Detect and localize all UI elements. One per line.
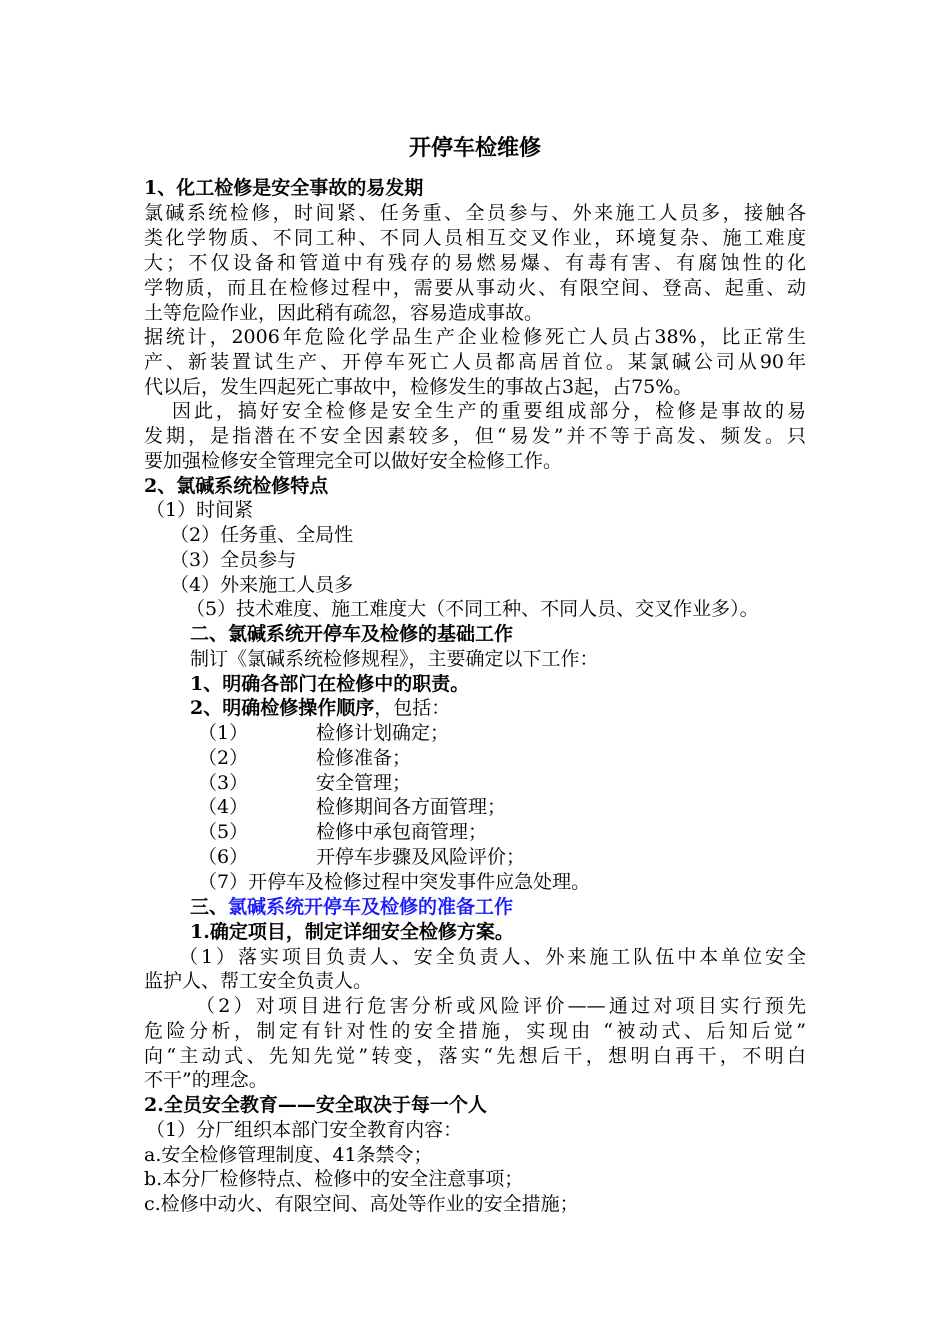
paragraph-line: 据统计，2006年危险化学品生产企业检修死亡人员占38%，比正常生 bbox=[144, 326, 806, 348]
step-text: 安全管理； bbox=[316, 772, 412, 794]
list-item: （1）分厂组织本部门安全教育内容： bbox=[146, 1119, 463, 1141]
section-1-heading: 1、化工检修是安全事故的易发期 bbox=[144, 177, 424, 199]
numbered-point: 1、明确各部门在检修中的职责。 bbox=[190, 673, 470, 695]
list-item: （4）外来施工人员多 bbox=[170, 574, 354, 596]
list-item: a.安全检修管理制度、41条禁令； bbox=[144, 1144, 433, 1166]
step-item bbox=[198, 795, 506, 820]
paragraph-line: 代以后，发生四起死亡事故中，检修发生的事故占3起，占75%。 bbox=[144, 376, 693, 398]
step-item bbox=[198, 721, 449, 746]
paragraph-line: 学物质，而且在检修过程中，需要从事动火、有限空间、登高、起重、动 bbox=[144, 277, 806, 299]
step-number: （3） bbox=[198, 772, 249, 794]
section-heading: 2.全员安全教育——安全取决于每一个人 bbox=[144, 1094, 487, 1116]
step-number: （2） bbox=[198, 747, 249, 769]
numbered-point bbox=[190, 696, 450, 721]
paragraph-line: 制订《氯碱系统检修规程》，主要确定以下工作： bbox=[190, 648, 599, 670]
step-item bbox=[198, 845, 525, 870]
list-item: （1）时间紧 bbox=[146, 499, 254, 521]
paragraph-line: 不干”的理念。 bbox=[144, 1069, 268, 1091]
list-item: （2）任务重、全局性 bbox=[170, 524, 354, 546]
document-title: 开停车检维修 bbox=[408, 136, 541, 161]
paragraph-line: 大；不仅设备和管道中有残存的易燃易爆、有毒有害、有腐蚀性的化 bbox=[144, 252, 806, 274]
step-item bbox=[198, 746, 411, 771]
section-2-heading: 2、氯碱系统检修特点 bbox=[144, 475, 329, 497]
list-item: c.检修中动火、有限空间、高处等作业的安全措施； bbox=[144, 1193, 579, 1215]
paragraph-line: 氯碱系统检修，时间紧、任务重、全员参与、外来施工人员多，接触各 bbox=[144, 202, 806, 224]
step-item bbox=[198, 820, 487, 845]
numbered-point-rest: ，包括： bbox=[374, 697, 451, 719]
chapter-3-heading bbox=[190, 895, 513, 920]
chapter-2-heading: 二、氯碱系统开停车及检修的基础工作 bbox=[190, 623, 514, 645]
paragraph-line: 监护人、帮工安全负责人。 bbox=[144, 970, 373, 992]
step-text: 开停车步骤及风险评价； bbox=[316, 846, 526, 868]
list-item: b.本分厂检修特点、检修中的安全注意事项； bbox=[144, 1168, 524, 1190]
step-number: （6） bbox=[198, 846, 249, 868]
paragraph-line: 因此，搞好安全检修是安全生产的重要组成部分，检修是事故的易 bbox=[172, 400, 806, 422]
step-number: （1） bbox=[198, 722, 249, 744]
step-number: （5） bbox=[198, 821, 249, 843]
paragraph-line: 要加强检修安全管理完全可以做好安全检修工作。 bbox=[144, 450, 563, 472]
step-item: （7）开停车及检修过程中突发事件应急处理。 bbox=[198, 871, 591, 893]
chapter-3-prefix: 三、 bbox=[190, 896, 229, 918]
paragraph-line: （2）对项目进行危害分析或风险评价——通过对项目实行预先 bbox=[196, 995, 806, 1017]
step-item bbox=[198, 771, 411, 796]
numbered-point: 1.确定项目，制定详细安全检修方案。 bbox=[190, 921, 514, 943]
step-text: 检修准备； bbox=[316, 747, 412, 769]
paragraph-line: 危险分析，制定有针对性的安全措施，实现由 “被动式、后知后觉” bbox=[144, 1020, 806, 1042]
numbered-point-bold: 2、明确检修操作顺序 bbox=[190, 697, 375, 719]
chapter-3-title-link[interactable]: 氯碱系统开停车及检修的准备工作 bbox=[228, 896, 514, 918]
step-number: （4） bbox=[198, 796, 249, 818]
step-text: 检修期间各方面管理； bbox=[316, 796, 507, 818]
paragraph-line: 产、新装置试生产、开停车死亡人员都高居首位。某氯碱公司从90年 bbox=[144, 351, 806, 373]
list-item: （3）全员参与 bbox=[170, 549, 297, 571]
step-text: 检修中承包商管理； bbox=[316, 821, 488, 843]
paragraph-line: 发期，是指潜在不安全因素较多，但“易发”并不等于高发、频发。只 bbox=[144, 425, 806, 447]
list-item: （5）技术难度、施工难度大（不同工种、不同人员、交叉作业多）。 bbox=[186, 598, 759, 620]
paragraph-line: 类化学物质、不同工种、不同人员相互交叉作业，环境复杂、施工难度 bbox=[144, 227, 806, 249]
paragraph-line: 向“主动式、先知先觉”转变，落实“先想后干，想明白再干，不明白 bbox=[144, 1045, 806, 1067]
paragraph-line: 土等危险作业，因此稍有疏忽，容易造成事故。 bbox=[144, 302, 544, 324]
paragraph-line: （1）落实项目负责人、安全负责人、外来施工队伍中本单位安全 bbox=[179, 946, 806, 968]
step-text: 检修计划确定； bbox=[316, 722, 450, 744]
